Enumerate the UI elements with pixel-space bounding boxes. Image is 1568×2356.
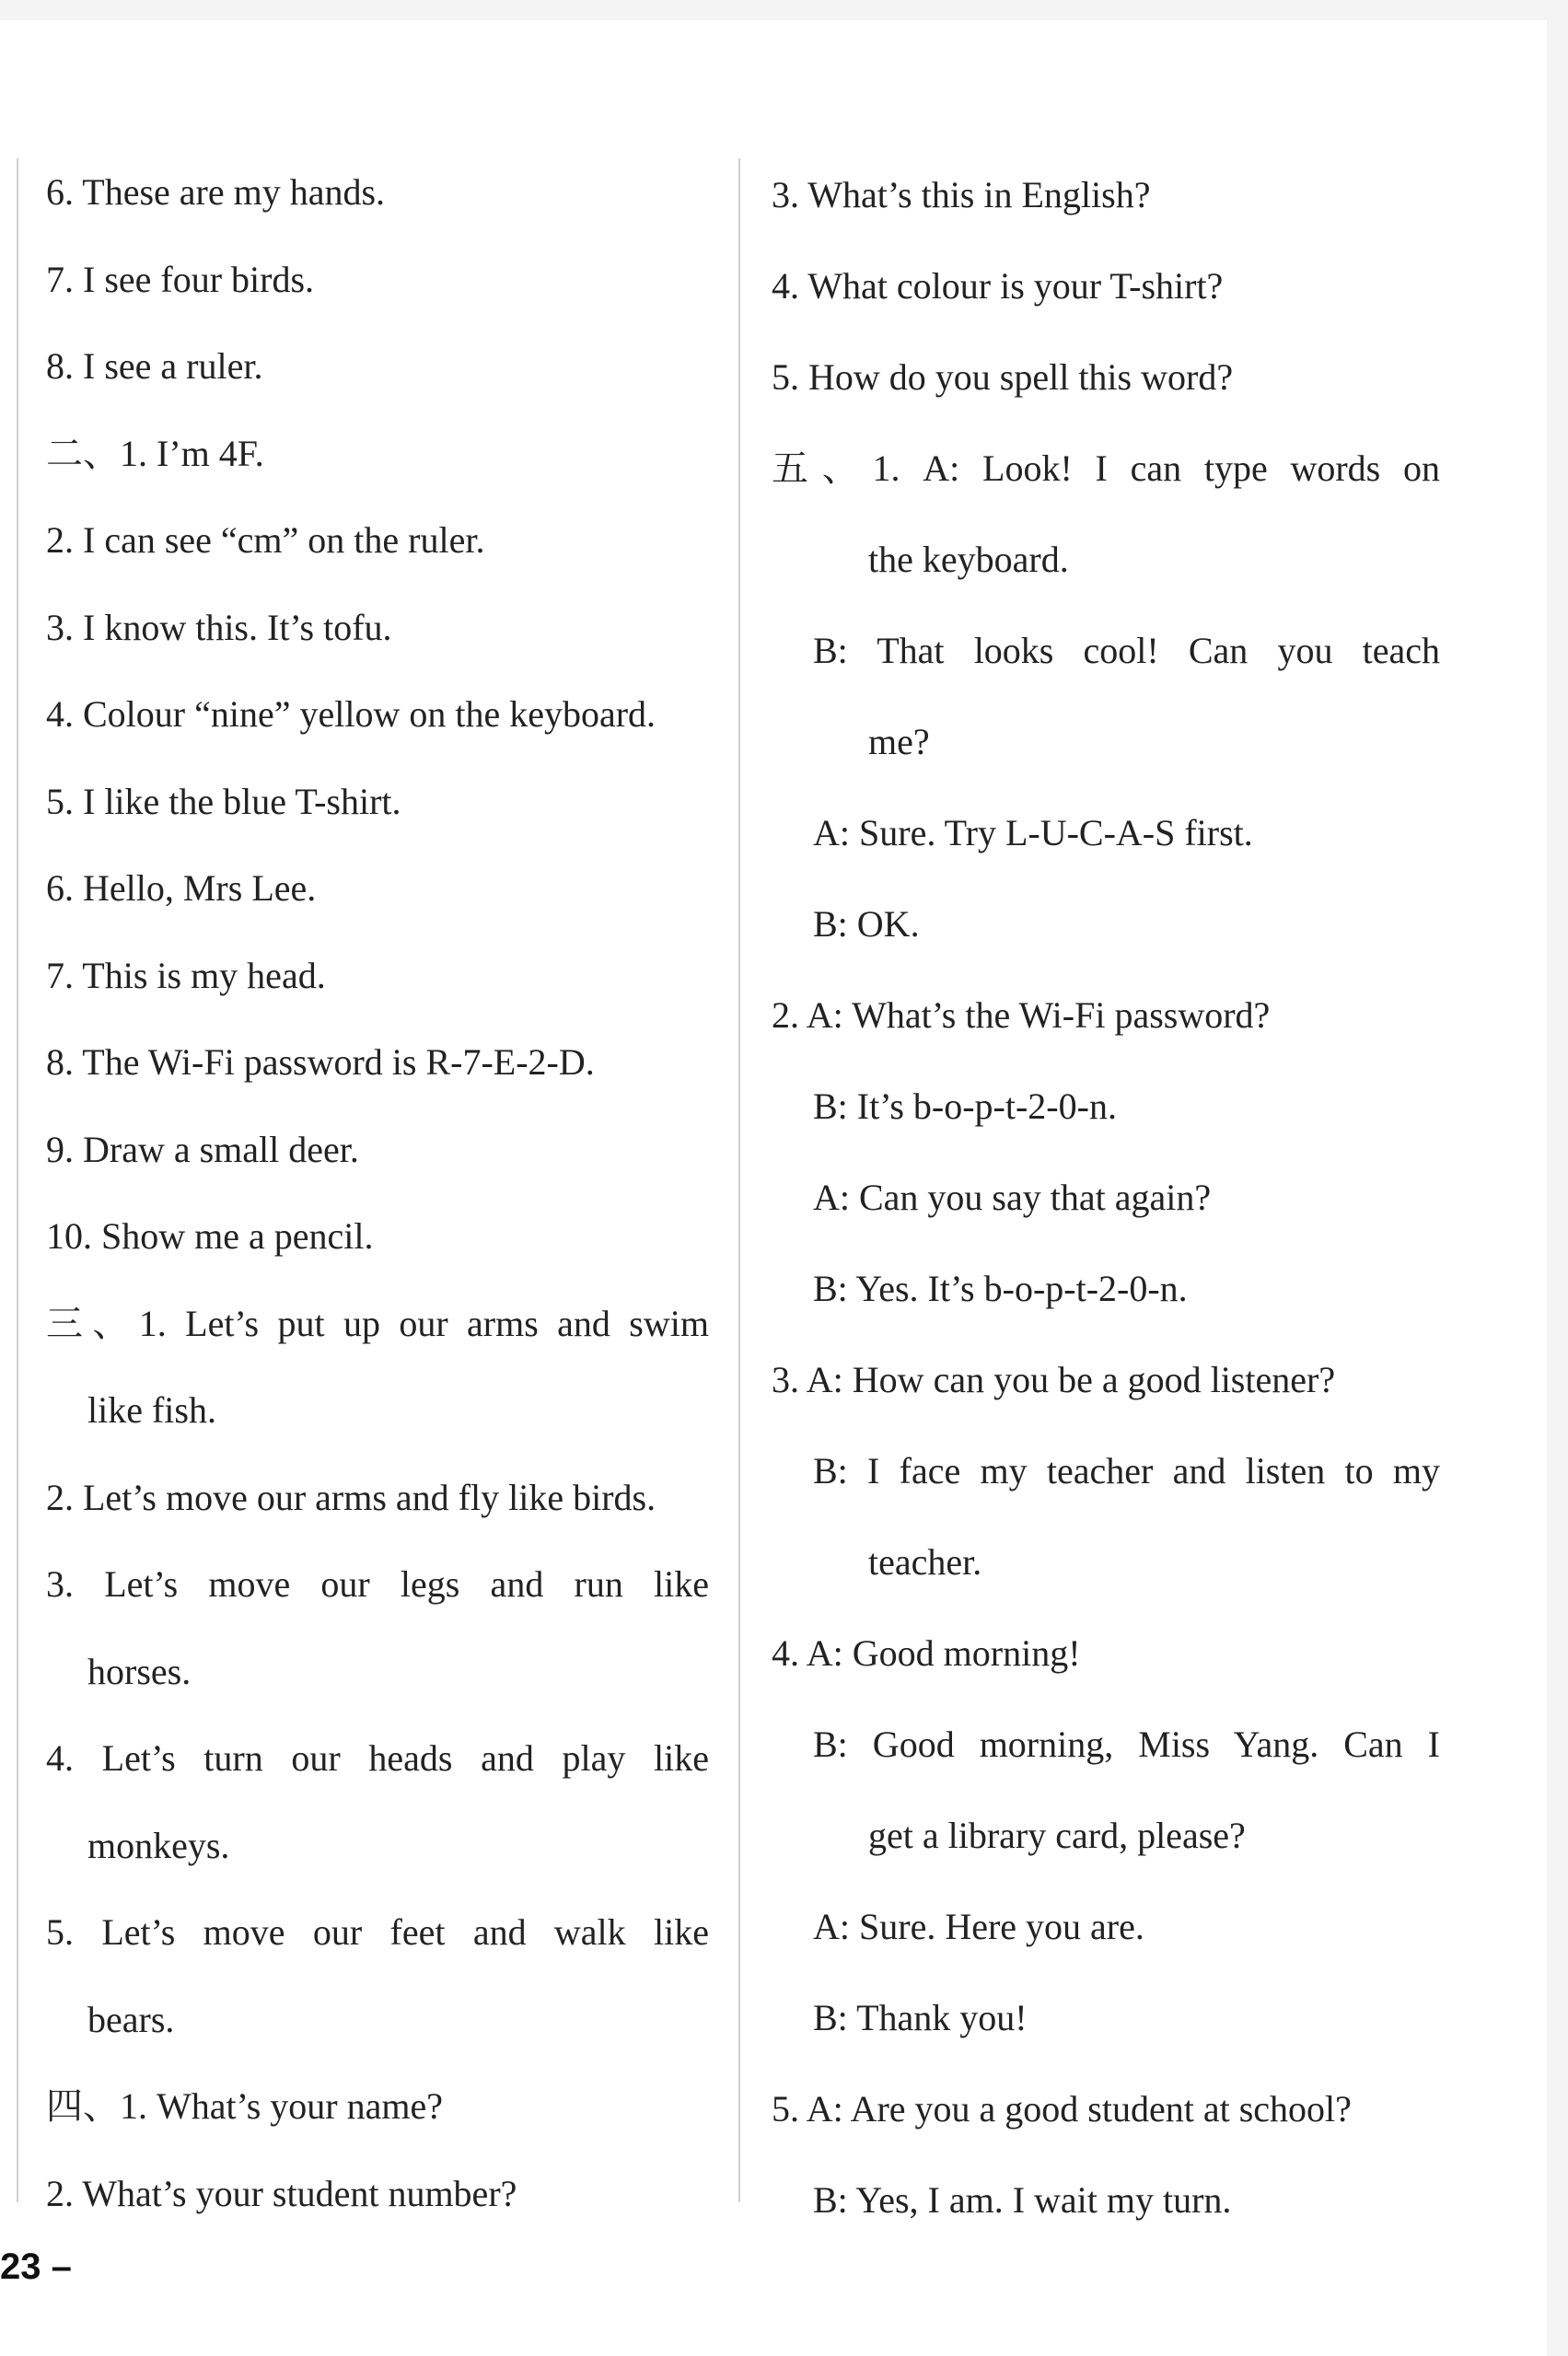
dialogue-line: B: Thank you!	[813, 1997, 1028, 2038]
answer-line: 2. What’s your student number?	[46, 2172, 517, 2214]
answer-line: 8. I see a ruler.	[46, 345, 263, 387]
answer-line: 6. These are my hands.	[46, 171, 386, 213]
dialogue-line: 5. A: Are you a good student at school?	[772, 2088, 1352, 2130]
dialogue-line: B: Yes, I am. I wait my turn.	[813, 2179, 1232, 2221]
answer-line: 10. Show me a pencil.	[46, 1215, 374, 1257]
dialogue-continuation: me?	[868, 721, 930, 762]
dialogue-line: B: Good morning, Miss Yang. Can I	[813, 1723, 1440, 1765]
answer-line: 5. I like the blue T-shirt.	[46, 780, 401, 822]
answer-continuation: bears.	[87, 1998, 175, 2040]
answer-line: 3. I know this. It’s tofu.	[46, 606, 392, 648]
section-two-heading: 二、1. I’m 4F.	[46, 432, 264, 474]
answer-line: 4. Let’s turn our heads and play like	[46, 1737, 709, 1779]
dialogue-line: B: It’s b-o-p-t-2-0-n.	[813, 1085, 1117, 1127]
answer-line: 4. What colour is your T-shirt?	[772, 265, 1224, 307]
answer-page	[0, 20, 1547, 2356]
answer-line: 5. Let’s move our feet and walk like	[46, 1911, 709, 1953]
answer-continuation: monkeys.	[87, 1824, 230, 1866]
answer-line: 8. The Wi-Fi password is R-7-E-2-D.	[46, 1041, 595, 1083]
dialogue-line: B: Yes. It’s b-o-p-t-2-0-n.	[813, 1268, 1188, 1309]
dialogue-line: 4. A: Good morning!	[772, 1632, 1081, 1674]
answer-line: 3. What’s this in English?	[772, 174, 1151, 215]
right-column	[772, 149, 1440, 2246]
section-four-heading: 四、1. What’s your name?	[46, 2085, 443, 2127]
answer-line: 4. Colour “nine” yellow on the keyboard.	[46, 693, 656, 735]
left-margin-rule	[17, 158, 18, 2202]
column-divider	[738, 158, 740, 2202]
dialogue-continuation: the keyboard.	[868, 539, 1069, 580]
answer-line: 2. Let’s move our arms and fly like birds.	[46, 1476, 656, 1518]
dialogue-continuation: teacher.	[868, 1541, 982, 1583]
dialogue-line: A: Sure. Here you are.	[813, 1906, 1144, 1947]
dialogue-line: A: Sure. Try L-U-C-A-S first.	[813, 812, 1253, 853]
answer-line: 7. I see four birds.	[46, 258, 315, 300]
answer-line: 5. How do you spell this word?	[772, 356, 1234, 398]
answer-line: 3. Let’s move our legs and run like	[46, 1563, 709, 1605]
dialogue-line: B: That looks cool! Can you teach	[813, 630, 1440, 671]
page-number: 23 –	[0, 2246, 72, 2287]
dialogue-line: 2. A: What’s the Wi-Fi password?	[772, 994, 1271, 1036]
answer-continuation: horses.	[87, 1650, 192, 1692]
answer-line: 6. Hello, Mrs Lee.	[46, 867, 317, 909]
answer-line: 9. Draw a small deer.	[46, 1128, 359, 1170]
answer-continuation: like fish.	[87, 1389, 216, 1431]
dialogue-line: A: Can you say that again?	[813, 1177, 1212, 1218]
answer-line: 7. This is my head.	[46, 954, 326, 996]
left-column	[46, 149, 709, 2237]
dialogue-continuation: get a library card, please?	[868, 1815, 1246, 1856]
section-three-heading: 三、1. Let’s put up our arms and swim	[46, 1302, 709, 1344]
dialogue-line: B: I face my teacher and listen to my	[813, 1450, 1440, 1491]
dialogue-line: 3. A: How can you be a good listener?	[772, 1359, 1336, 1400]
dialogue-line: B: OK.	[813, 903, 920, 945]
section-five-heading: 五、1. A: Look! I can type words on	[772, 447, 1440, 489]
answer-line: 2. I can see “cm” on the ruler.	[46, 519, 485, 561]
